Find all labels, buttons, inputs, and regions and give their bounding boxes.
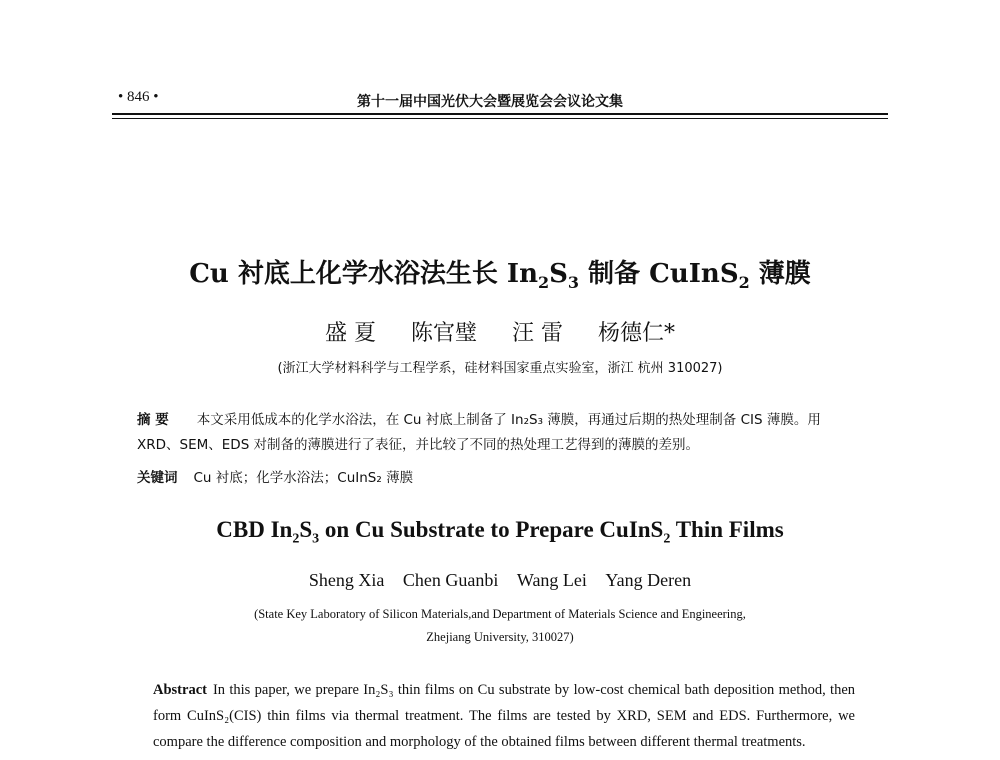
abstract-label: 摘 要 bbox=[137, 412, 169, 428]
abstract-label: Abstract bbox=[153, 682, 207, 698]
author: Wang Lei bbox=[516, 570, 587, 590]
author: 杨德仁* bbox=[598, 321, 676, 346]
chinese-title: Cu 衬底上化学水浴法生长 $In_2S_3$ 制备 CuInS$_2$ 薄膜 bbox=[189, 259, 811, 293]
keywords-label: 关键词 bbox=[137, 470, 178, 486]
author: Yang Deren bbox=[605, 570, 692, 590]
english-abstract bbox=[153, 677, 855, 755]
english-authors bbox=[0, 570, 1000, 591]
page-number: • 846 • bbox=[118, 89, 159, 105]
chinese-abstract bbox=[137, 408, 863, 458]
affiliation-line: (State Key Laboratory of Silicon Materials,and Department of Materials Science and Engineering, bbox=[254, 607, 746, 621]
english-affiliation bbox=[0, 603, 1000, 649]
chinese-authors bbox=[0, 316, 1000, 347]
abstract-text: In this paper, we prepare In₂S₃ thin films on Cu substrate by low-cost chemical bath deposition method, then form CuInS₂(CIS) thin films via thermal treatment. The films are tested by XRD, SEM and EDS. Furthermore, we compare the difference composition and morphology of the obtained films between different thermal treatments. bbox=[153, 682, 855, 750]
chinese-keywords bbox=[137, 466, 863, 486]
affiliation-line: Zhejiang University, 310027) bbox=[426, 630, 574, 644]
author: Sheng Xia bbox=[308, 570, 385, 590]
keywords-text: Cu 衬底；化学水浴法；CuInS₂ 薄膜 bbox=[193, 470, 414, 486]
author: 盛 夏 bbox=[324, 321, 376, 346]
author: 陈官璧 bbox=[410, 321, 477, 346]
author: Chen Guanbi bbox=[402, 570, 499, 590]
english-title: CBD $In_2S_3$ on Cu Substrate to Prepare CuInS$_2$ Thin Films bbox=[216, 517, 784, 547]
header-rule-thick bbox=[112, 113, 888, 115]
journal-header: 第十一届中国光伏大会暨展览会会议论文集 bbox=[357, 94, 623, 110]
abstract-text: 本文采用低成本的化学水浴法，在 Cu 衬底上制备了 In₂S₃ 薄膜，再通过后期的热处理制备 CIS 薄膜。用 XRD、SEM、EDS 对制备的薄膜进行了表征，并比较了不同的热处理工艺得到的薄膜的差别。 bbox=[137, 412, 821, 453]
author: 汪 雷 bbox=[512, 321, 563, 346]
chinese-affiliation: (浙江大学材料科学与工程学系，硅材料国家重点实验室，浙江 杭州 310027) bbox=[277, 361, 723, 376]
header-rule-thin bbox=[112, 118, 888, 119]
